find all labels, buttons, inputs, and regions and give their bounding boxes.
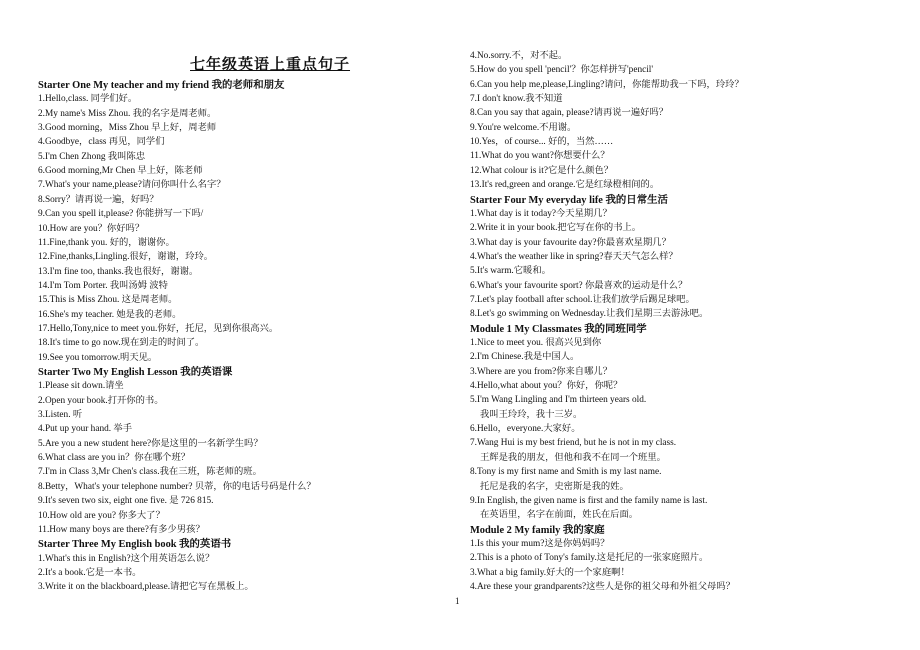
sentence-line: 4.What's the weather like in spring?春天天气怎么样？: [470, 251, 678, 262]
sentence-line: 3.Good morning，Miss Zhou 早上好，周老师: [38, 123, 217, 134]
sentence-line: 16.She's my teacher. 她是我的老师。: [38, 309, 182, 320]
sentence-line: 9.Can you spell it,please? 你能拼写一下吗/: [38, 209, 204, 220]
sentence-line: 4.Goodbye，class 再见，同学们: [38, 137, 165, 148]
sentence-line: 6.What class are you in？你在哪个班？: [38, 453, 191, 464]
sentence-line: 1.Is this your mum?这是你妈妈吗？: [470, 538, 610, 549]
sentence-line: 1.What's this in English?这个用英语怎么说？: [38, 553, 215, 564]
sentence-line: 11.Fine,thank you. 好的，谢谢你。: [38, 237, 175, 248]
sentence-line: 5.I'm Wang Lingling and I'm thirteen years old.: [470, 395, 647, 406]
section-heading: Starter Four My everyday life 我的日常生活: [470, 194, 668, 206]
sentence-line: 10.How are you？你好吗？: [38, 223, 145, 234]
sentence-line: 5.How do you spell 'pencil'？你怎样拼写'pencil': [470, 65, 654, 76]
section-heading: Starter One My teacher and my friend 我的老师和朋友: [38, 80, 285, 91]
sentence-line: 4.No.sorry.不，对不起。: [470, 51, 568, 61]
sentence-line: 4.Hello,what about you？你好，你呢？: [470, 381, 623, 392]
sentence-line: 托尼是我的名字，史密斯是我的姓。: [480, 481, 629, 492]
sentence-line: 10.Yes，of course... 好的，当然……: [470, 137, 614, 148]
sentence-line: 3.Listen. 听: [38, 410, 83, 421]
sentence-line: 5.I'm Chen Zhong 我叫陈忠: [38, 151, 146, 162]
section-heading: Starter Three My English book 我的英语书: [38, 539, 232, 551]
section-heading: Module 2 My family 我的家庭: [470, 524, 605, 536]
sentence-line: 2.My name's Miss Zhou. 我的名字是周老师。: [38, 108, 217, 119]
sentence-line: 1.Hello,class. 同学们好。: [38, 94, 138, 105]
sentence-line: 2.Write it in your book.把它写在你的书上。: [470, 223, 642, 234]
sentence-line: 9.It's seven two six, eight one five. 是 726 815.: [38, 496, 214, 507]
sentence-line: 17.Hello,Tony,nice to meet you.你好，托尼，见到你很高兴。: [38, 323, 279, 334]
sentence-line: 2.Open your book.打开你的书。: [38, 395, 164, 406]
sentence-line: 8.Tony is my first name and Smith is my last name.: [470, 467, 662, 478]
sentence-line: 我叫王玲玲，我十三岁。: [480, 409, 583, 420]
sentence-line: 6.Good morning,Mr Chen 早上好，陈老师: [38, 166, 203, 177]
sentence-line: 7.Wang Hui is my best friend, but he is not in my class.: [470, 438, 677, 449]
sentence-line: 11.How many boys are there?有多少男孩？: [38, 524, 205, 535]
sentence-line: 8.Let's go swimming on Wednesday.让我们星期三去游泳吧。: [470, 309, 709, 320]
sentence-line: 3.What day is your favourite day?你最喜欢星期几？: [470, 237, 671, 248]
sentence-line: 6.Hello，everyone.大家好。: [470, 424, 581, 435]
sentence-line: 3.Write it on the blackboard,please.请把它写在黑板上。: [38, 582, 254, 593]
sentence-line: 13.It's red,green and orange.它是红绿橙相间的。: [470, 180, 660, 191]
sentence-line: 1.What day is it today?今天星期几？: [470, 208, 612, 219]
sentence-line: 6.Can you help me,please,Lingling?请问，你能帮助我一下吗，玲玲？: [470, 79, 744, 90]
sentence-line: 8.Sorry？请再说一遍，好吗？: [38, 194, 159, 205]
sentence-line: 12.Fine,thanks,Lingling.很好，谢谢，玲玲。: [38, 252, 214, 263]
sentence-line: 8.Betty，What's your telephone number? 贝蒂，你的电话号码是什么？: [38, 481, 316, 492]
sentence-line: 12.What colour is it?它是什么颜色？: [470, 165, 614, 176]
sentence-line: 14.I'm Tom Porter. 我叫汤姆 波特: [38, 280, 168, 291]
sentence-line: 11.What do you want?你想要什么？: [470, 151, 610, 162]
sentence-line: 在英语里，名字在前面，姓氏在后面。: [480, 510, 639, 521]
section-heading: Starter Two My English Lesson 我的英语课: [38, 367, 233, 378]
sentence-line: 8.Can you say that again, please?请再说一遍好吗？: [470, 108, 669, 119]
sentence-line: 9.You're welcome.不用谢。: [470, 122, 577, 133]
sentence-line: 2.It's a book.它是一本书。: [38, 567, 142, 578]
sentence-line: 王辉是我的朋友，但他和我不在同一个班里。: [480, 452, 666, 463]
sentence-line: 2.This is a photo of Tony's family.这是托尼的一张家庭照片。: [470, 553, 709, 564]
sentence-line: 5.Are you a new student here?你是这里的一名新学生吗？: [38, 438, 263, 449]
sentence-line: 7.I'm in Class 3,Mr Chen's class.我在三班，陈老师的班。: [38, 467, 262, 478]
sentence-line: 6.What's your favourite sport? 你最喜欢的运动是什么？: [470, 280, 688, 291]
sentence-line: 19.See you tomorrow.明天见。: [38, 352, 158, 363]
sentence-line: 13.I'm fine too, thanks.我也很好，谢谢。: [38, 266, 199, 277]
sentence-line: 5.It's warm.它暖和。: [470, 266, 551, 277]
page-number: 1: [455, 596, 460, 606]
sentence-line: 1.Please sit down.请坐: [38, 381, 124, 392]
sentence-line: 1.Nice to meet you. 很高兴见到你: [470, 338, 602, 348]
sentence-line: 9.In English, the given name is first and the family name is last.: [470, 495, 708, 506]
sentence-line: 3.Where are you from?你来自哪儿？: [470, 366, 612, 377]
section-heading: Module 1 My Classmates 我的同班同学: [470, 323, 647, 335]
sentence-line: 4.Put up your hand. 举手: [38, 424, 132, 435]
page-title: 七年级英语上重点句子: [190, 57, 351, 73]
sentence-line: 15.This is Miss Zhou. 这是周老师。: [38, 295, 178, 306]
sentence-line: 18.It's time to go now.现在到走的时间了。: [38, 338, 205, 349]
sentence-line: 4.Are these your grandparents?这些人是你的祖父母和外祖父母吗？: [470, 581, 735, 592]
sentence-line: 10.How old are you? 你多大了？: [38, 510, 165, 521]
sentence-line: 3.What a big family.好大的一个家庭啊！: [470, 567, 630, 578]
sentence-line: 7.I don't know.我不知道: [470, 94, 563, 105]
sentence-line: 7.Let's play football after school.让我们放学后踢足球吧。: [470, 294, 695, 305]
sentence-line: 7.What's your name,please?请问你叫什么名字？: [38, 180, 226, 191]
sentence-line: 2.I'm Chinese.我是中国人。: [470, 352, 580, 363]
